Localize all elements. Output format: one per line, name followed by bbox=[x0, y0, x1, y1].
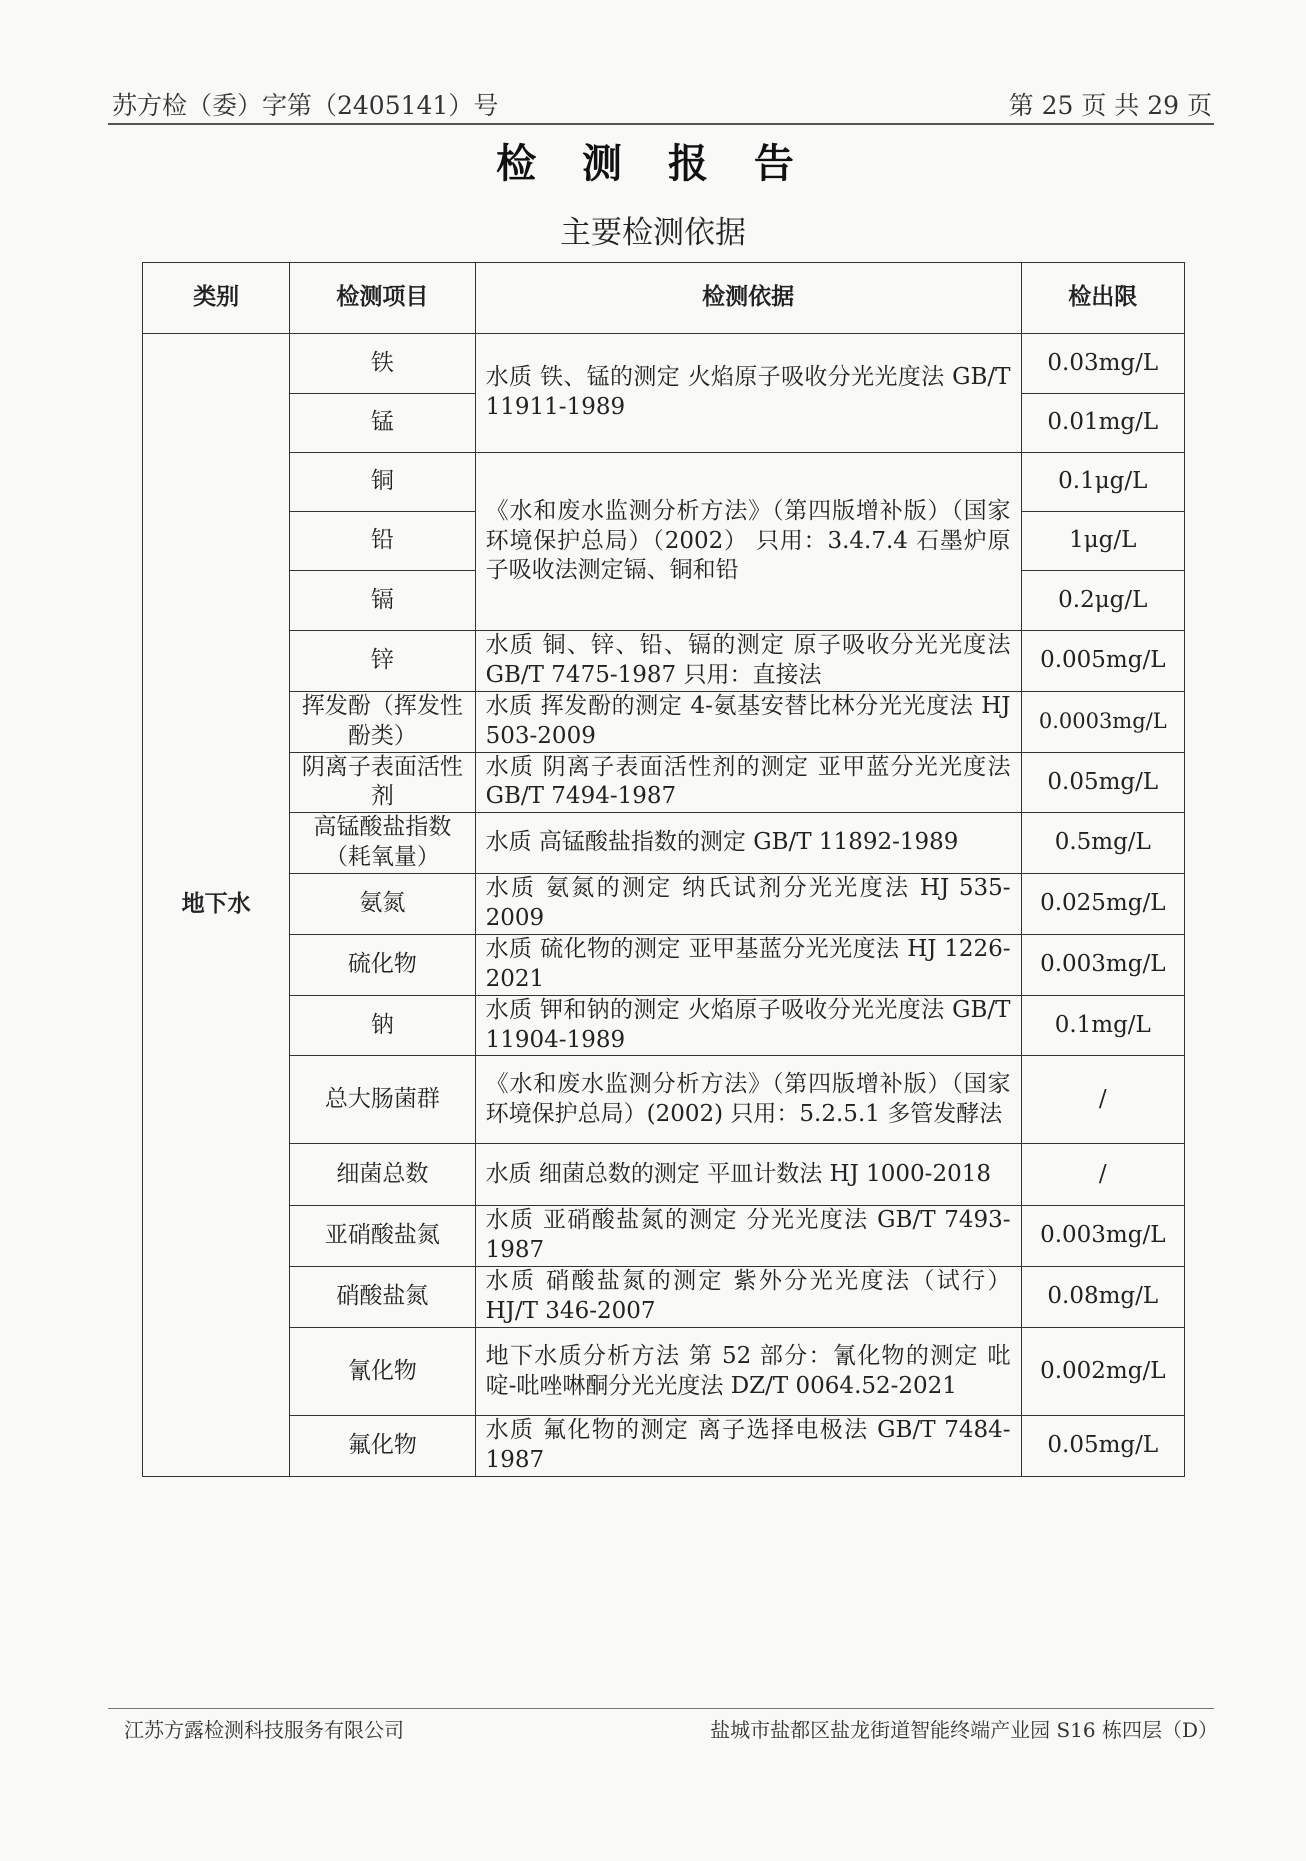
limit-cell: 0.01mg/L bbox=[1021, 394, 1184, 453]
footer-address: 盐城市盐都区盐龙街道智能终端产业园 S16 栋四层（D） bbox=[710, 1718, 1218, 1742]
table-row bbox=[143, 453, 1185, 512]
limit-cell: 0.2μg/L bbox=[1021, 571, 1184, 631]
basis-cell: 地下水质分析方法 第 52 部分：氰化物的测定 吡啶-吡唑啉酮分光光度法 DZ/T 0064.52-2021 bbox=[475, 1328, 1021, 1416]
detection-basis-table bbox=[142, 262, 1185, 1477]
limit-cell: 1μg/L bbox=[1021, 512, 1184, 571]
basis-cell: 水质 硝酸盐氮的测定 紫外分光光度法（试行） HJ/T 346-2007 bbox=[475, 1267, 1021, 1328]
table-row bbox=[143, 1416, 1185, 1477]
item-cell: 铁 bbox=[290, 334, 475, 394]
category-cell: 地下水 bbox=[143, 334, 290, 1477]
basis-cell: 水质 亚硝酸盐氮的测定 分光光度法 GB/T 7493-1987 bbox=[475, 1206, 1021, 1267]
basis-cell: 水质 钾和钠的测定 火焰原子吸收分光光度法 GB/T 11904-1989 bbox=[475, 995, 1021, 1056]
page-info: 第 25 页 共 29 页 bbox=[1008, 91, 1212, 120]
limit-cell: / bbox=[1021, 1056, 1184, 1144]
header-item: 检测项目 bbox=[290, 263, 475, 334]
item-cell: 阴离子表面活性剂 bbox=[290, 752, 475, 813]
table-row bbox=[143, 934, 1185, 995]
limit-cell: 0.003mg/L bbox=[1021, 934, 1184, 995]
limit-cell: 0.05mg/L bbox=[1021, 752, 1184, 813]
limit-cell: 0.05mg/L bbox=[1021, 1416, 1184, 1477]
limit-cell: 0.003mg/L bbox=[1021, 1206, 1184, 1267]
table-row bbox=[143, 752, 1185, 813]
footer-divider bbox=[108, 1708, 1214, 1709]
table-row bbox=[143, 1328, 1185, 1416]
limit-cell: 0.0003mg/L bbox=[1021, 691, 1184, 752]
item-cell: 细菌总数 bbox=[290, 1144, 475, 1206]
basis-cell: 水质 氨氮的测定 纳氏试剂分光光度法 HJ 535-2009 bbox=[475, 874, 1021, 935]
footer-company: 江苏方露检测科技服务有限公司 bbox=[124, 1718, 404, 1742]
basis-cell: 《水和废水监测分析方法》（第四版增补版）（国家环境保护总局）（2002） 只用：3.4.7.4 石墨炉原子吸收法测定镉、铜和铅 bbox=[475, 453, 1021, 631]
table-row bbox=[143, 631, 1185, 692]
limit-cell: 0.1μg/L bbox=[1021, 453, 1184, 512]
item-cell: 硫化物 bbox=[290, 934, 475, 995]
header-limit: 检出限 bbox=[1021, 263, 1184, 334]
header-divider bbox=[108, 123, 1214, 125]
table-row bbox=[143, 1206, 1185, 1267]
item-cell: 氟化物 bbox=[290, 1416, 475, 1477]
page-footer bbox=[124, 1714, 1218, 1743]
limit-cell: 0.025mg/L bbox=[1021, 874, 1184, 935]
item-cell: 铜 bbox=[290, 453, 475, 512]
report-number: 苏方检（委）字第（2405141）号 bbox=[112, 91, 499, 120]
table-row bbox=[143, 334, 1185, 394]
basis-cell: 水质 铜、锌、铅、镉的测定 原子吸收分光光度法 GB/T 7475-1987 只用：直接法 bbox=[475, 631, 1021, 692]
table-row bbox=[143, 813, 1185, 874]
basis-cell: 水质 铁、锰的测定 火焰原子吸收分光光度法 GB/T 11911-1989 bbox=[475, 334, 1021, 453]
item-cell: 镉 bbox=[290, 571, 475, 631]
basis-cell: 水质 阴离子表面活性剂的测定 亚甲蓝分光光度法 GB/T 7494-1987 bbox=[475, 752, 1021, 813]
basis-cell: 水质 挥发酚的测定 4-氨基安替比林分光光度法 HJ 503-2009 bbox=[475, 691, 1021, 752]
table-row bbox=[143, 1056, 1185, 1144]
item-cell: 锰 bbox=[290, 394, 475, 453]
item-cell: 铅 bbox=[290, 512, 475, 571]
limit-cell: 0.005mg/L bbox=[1021, 631, 1184, 692]
table-header-row bbox=[143, 263, 1185, 334]
report-title: 检 测 报 告 bbox=[496, 140, 810, 187]
basis-cell: 水质 细菌总数的测定 平皿计数法 HJ 1000-2018 bbox=[475, 1144, 1021, 1206]
limit-cell: / bbox=[1021, 1144, 1184, 1206]
item-cell: 氰化物 bbox=[290, 1328, 475, 1416]
table-row bbox=[143, 691, 1185, 752]
basis-cell: 水质 硫化物的测定 亚甲基蓝分光光度法 HJ 1226-2021 bbox=[475, 934, 1021, 995]
limit-cell: 0.1mg/L bbox=[1021, 995, 1184, 1056]
table-row bbox=[143, 1144, 1185, 1206]
item-cell: 总大肠菌群 bbox=[290, 1056, 475, 1144]
table-row bbox=[143, 995, 1185, 1056]
report-subtitle: 主要检测依据 bbox=[560, 215, 746, 251]
basis-cell: 《水和废水监测分析方法》（第四版增补版）（国家环境保护总局）(2002) 只用：5.2.5.1 多管发酵法 bbox=[475, 1056, 1021, 1144]
item-cell: 硝酸盐氮 bbox=[290, 1267, 475, 1328]
item-cell: 氨氮 bbox=[290, 874, 475, 935]
item-cell: 锌 bbox=[290, 631, 475, 692]
header-category: 类别 bbox=[143, 263, 290, 334]
item-cell: 亚硝酸盐氮 bbox=[290, 1206, 475, 1267]
item-cell: 钠 bbox=[290, 995, 475, 1056]
limit-cell: 0.03mg/L bbox=[1021, 334, 1184, 394]
header-basis: 检测依据 bbox=[475, 263, 1021, 334]
table-row bbox=[143, 874, 1185, 935]
limit-cell: 0.08mg/L bbox=[1021, 1267, 1184, 1328]
limit-cell: 0.002mg/L bbox=[1021, 1328, 1184, 1416]
basis-cell: 水质 高锰酸盐指数的测定 GB/T 11892-1989 bbox=[475, 813, 1021, 874]
item-cell: 高锰酸盐指数（耗氧量） bbox=[290, 813, 475, 874]
table-row bbox=[143, 1267, 1185, 1328]
page-header bbox=[112, 86, 1212, 122]
basis-cell: 水质 氟化物的测定 离子选择电极法 GB/T 7484-1987 bbox=[475, 1416, 1021, 1477]
limit-cell: 0.5mg/L bbox=[1021, 813, 1184, 874]
item-cell: 挥发酚（挥发性酚类） bbox=[290, 691, 475, 752]
